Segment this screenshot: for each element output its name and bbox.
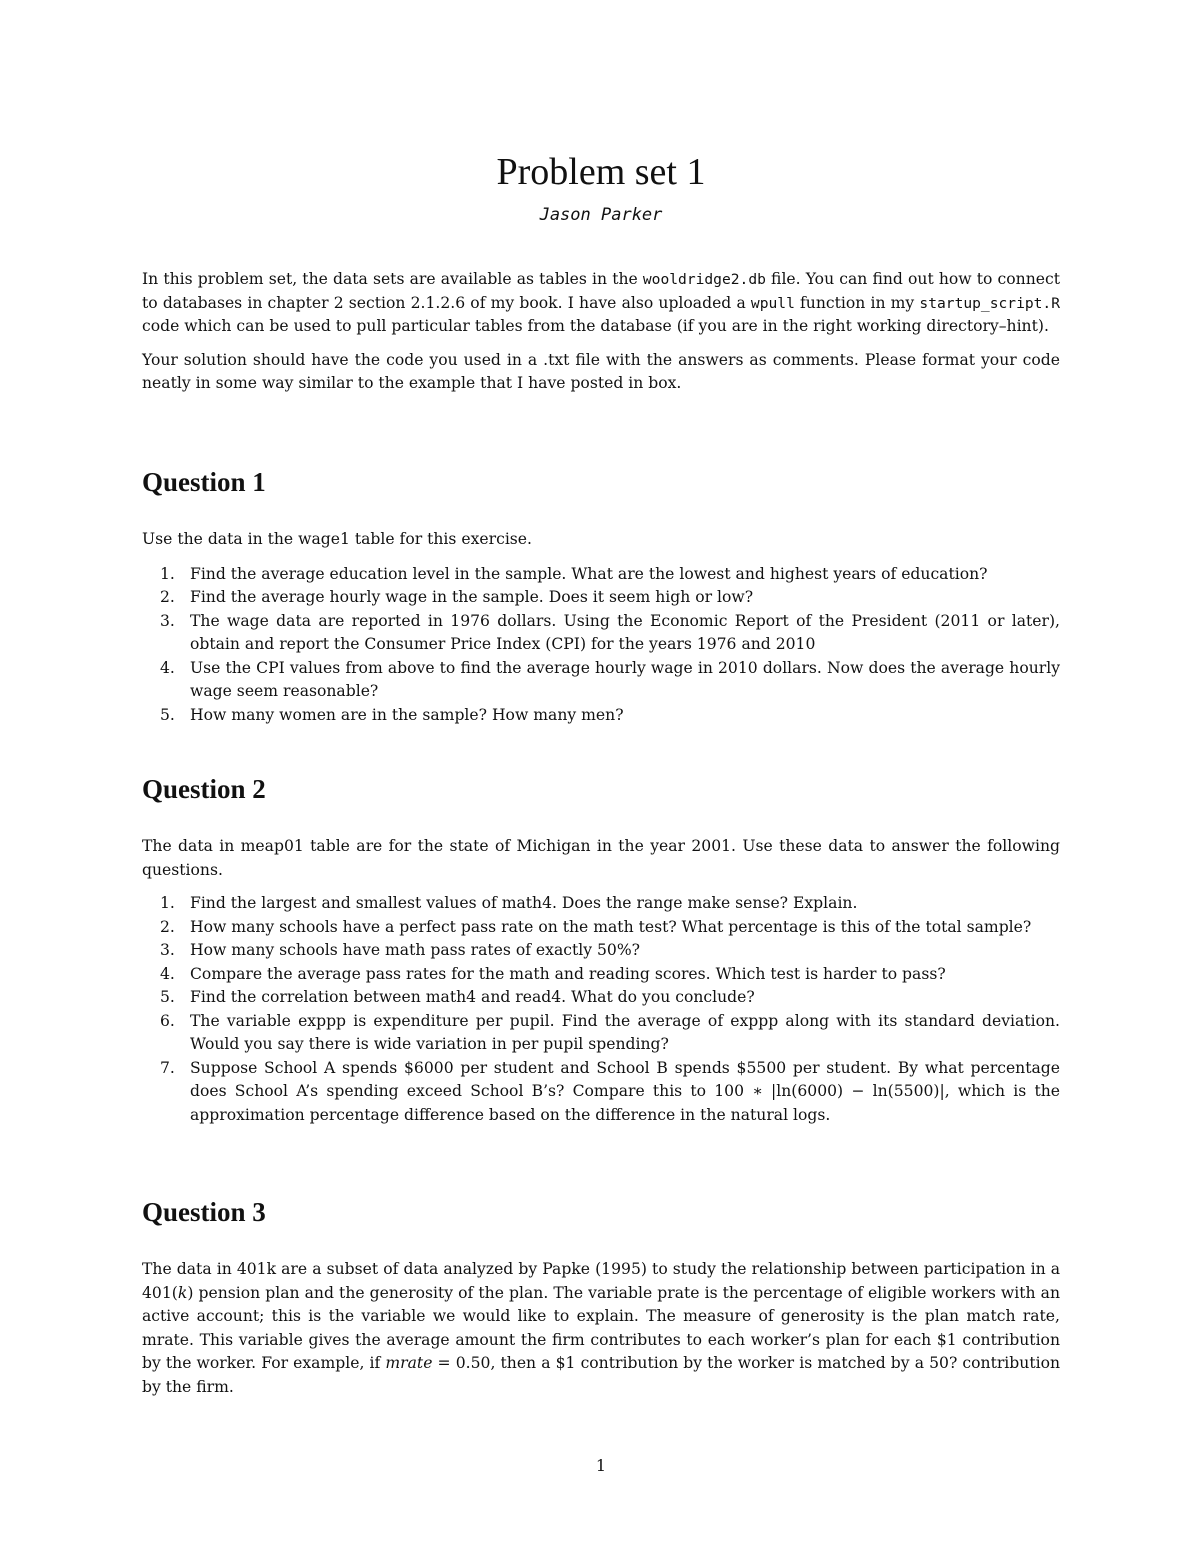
text-segment: file. You can find out how to connect to databases in chapter 2 section 2.1.2.6 of my book. I have also uploaded a <box>142 270 1060 312</box>
list-item-number: 2. <box>160 917 175 936</box>
text-segment: ) pension plan and the generosity of the plan. The variable prate is the percentage of eligible workers with an active account; this is the variable we would like to explain. The measure of generosity is the plan match rate, mrate. This variable gives the average amount the firm contributes to each worker’s plan for each $1 contribution by the worker. For example, if <box>142 1283 1060 1372</box>
question-2-heading: Question 2 <box>142 774 266 804</box>
list-item-text: Compare the average pass rates for the math and reading scores. Which test is harder to pass? <box>190 964 946 983</box>
list-item <box>142 610 1060 657</box>
list-item-number: 4. <box>160 658 175 677</box>
math-variable: k <box>177 1283 188 1302</box>
list-item <box>142 892 1060 916</box>
list-item-text: Find the largest and smallest values of math4. Does the range make sense? Explain. <box>190 894 858 912</box>
list-item-text: Suppose School A spends $6000 per student and School B spends $5500 per student. By what percentage does School A’s spending exceed School B’s? Compare this to 100 ∗ |ln(6000) − ln(5500)|, which is the approximation percentage difference based on the difference in the natural logs. <box>190 1058 1060 1124</box>
list-item-text: The wage data are reported in 1976 dollars. Using the Economic Report of the President (2011 or later), obtain and report the Consumer Price Index (CPI) for the years 1976 and 2010 <box>190 611 1060 653</box>
list-item-text: Find the correlation between math4 and read4. What do you conclude? <box>190 988 755 1006</box>
list-item-text: Find the average hourly wage in the sample. Does it seem high or low? <box>190 588 754 606</box>
list-item-text: Find the average education level in the sample. What are the lowest and highest years of education? <box>190 564 988 583</box>
page-number: 1 <box>595 1456 607 1475</box>
list-item-number: 1. <box>160 894 175 912</box>
list-item <box>142 563 1060 587</box>
text-segment: function in my <box>794 293 920 312</box>
list-item-number: 1. <box>160 564 175 583</box>
list-item-text: How many schools have a perfect pass rate on the math test? What percentage is this of the total sample? <box>190 917 1032 936</box>
list-item <box>142 657 1060 704</box>
list-item-number: 2. <box>160 588 175 606</box>
list-item <box>142 1057 1060 1128</box>
question-3-heading: Question 3 <box>142 1197 266 1227</box>
list-item-number: 4. <box>160 964 175 983</box>
code-term: startup_script.R <box>919 294 1061 312</box>
code-term: wpull <box>750 294 795 312</box>
list-item-number: 5. <box>160 988 175 1006</box>
math-variable: mrate <box>385 1354 433 1372</box>
list-item-number: 6. <box>160 1011 175 1030</box>
question-1-list <box>142 563 1060 728</box>
list-item-number: 7. <box>160 1058 175 1077</box>
text-segment: In this problem set, the data sets are available as tables in the <box>142 270 643 288</box>
list-item-text: How many schools have math pass rates of exactly 50%? <box>190 941 641 959</box>
question-3-body <box>142 1258 1060 1399</box>
text-segment: code which can be used to pull particular tables from the database (if you are in the right working directory–hint). <box>142 317 1049 335</box>
list-item-number: 5. <box>160 705 175 724</box>
text-segment: The data in 401k are a subset of data analyzed by Papke (1995) to study the relationship between participation in a 401( <box>142 1260 1060 1302</box>
list-item-number: 3. <box>160 611 175 630</box>
question-2-lead: The data in meap01 table are for the state of Michigan in the year 2001. Use these data to answer the following questions. <box>142 837 1060 879</box>
document-title: Problem set 1 <box>496 151 706 193</box>
list-item <box>142 939 1060 963</box>
code-term: wooldridge2.db <box>642 271 766 288</box>
intro-section <box>142 268 1060 396</box>
list-item <box>142 586 1060 610</box>
list-item-number: 3. <box>160 941 175 959</box>
intro-paragraph-1 <box>142 268 1060 339</box>
question-3-lead <box>142 1258 1060 1399</box>
question-2-list <box>142 892 1060 1127</box>
list-item-text: Use the CPI values from above to find the average hourly wage in 2010 dollars. Now does the average hourly wage seem reasonable? <box>190 658 1060 700</box>
list-item <box>142 704 1060 728</box>
question-1-lead: Use the data in the wage1 table for this exercise. <box>142 530 532 548</box>
list-item <box>142 986 1060 1010</box>
list-item-text: How many women are in the sample? How many men? <box>190 705 624 724</box>
list-item <box>142 1010 1060 1057</box>
list-item-text: The variable exppp is expenditure per pupil. Find the average of exppp along with its standard deviation. Would you say there is wide variation in per pupil spending? <box>190 1011 1060 1053</box>
question-1-heading: Question 1 <box>142 467 266 497</box>
author-name: Jason Parker <box>539 205 663 225</box>
question-2-body <box>142 835 1060 1127</box>
text-segment: = 0.50, then a $1 contribution by the worker is matched by a 50? contribution by the firm. <box>142 1354 1060 1396</box>
list-item <box>142 916 1060 940</box>
intro-paragraph-2: Your solution should have the code you used in a .txt file with the answers as comments. Please format your code neatly in some way similar to the example that I have posted in box. <box>142 350 1060 392</box>
question-1-body <box>142 528 1060 727</box>
list-item <box>142 963 1060 987</box>
